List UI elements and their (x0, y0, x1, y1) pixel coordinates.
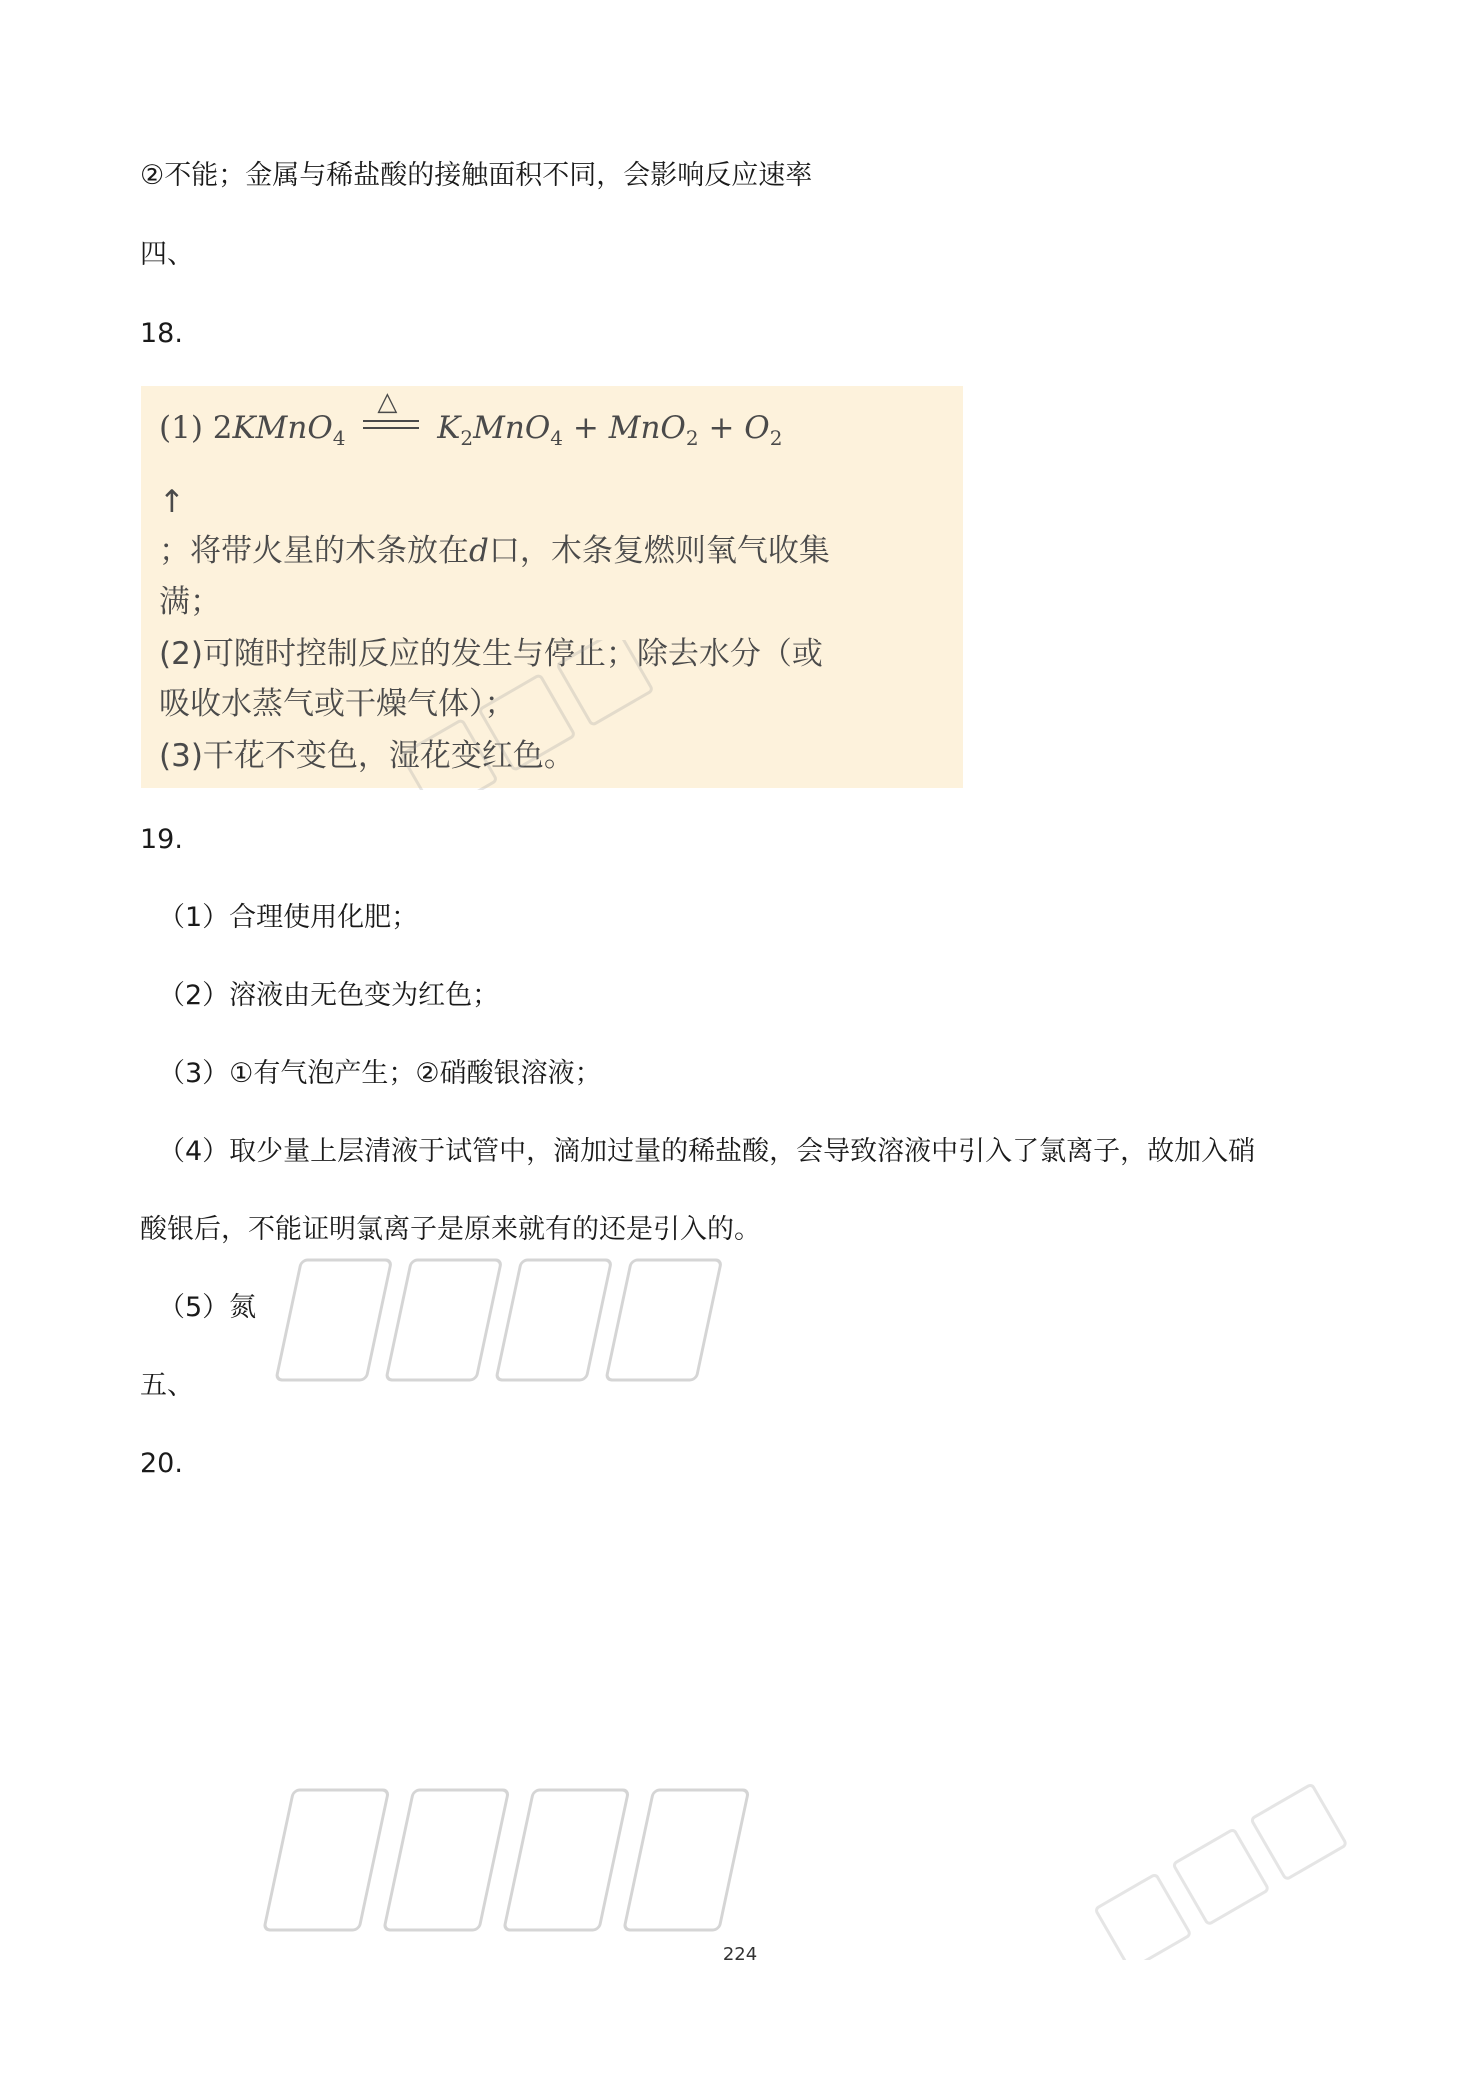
section-heading: 四、 (140, 239, 194, 270)
watermark-logo (370, 640, 710, 790)
text-line: 酸银后，不能证明氯离子是原来就有的还是引入的。 (140, 1214, 761, 1245)
question-number: 19. (140, 824, 183, 855)
text-line: （5）氮 (158, 1292, 257, 1323)
text-line: （4）取少量上层清液于试管中，滴加过量的稀盐酸，会导致溶液中引入了氯离子，故加入硝 (158, 1136, 1256, 1167)
gas-arrow: ↑ (159, 484, 185, 520)
answer-line: ；将带火星的木条放在d口，木条复燃则氧气收集 (159, 533, 830, 569)
heating-equals-sign: △ (363, 410, 419, 440)
answer-line: (2)可随时控制反应的发生与停止；除去水分（或 (159, 636, 823, 672)
watermark-logo (1070, 1760, 1410, 1960)
page-number: 224 (722, 1944, 758, 1965)
text-line: ②不能；金属与稀盐酸的接触面积不同，会影响反应速率 (140, 160, 813, 191)
question-number: 18. (140, 318, 183, 349)
answer-line: 满； (159, 584, 221, 620)
chemical-equation: (1) 2KMnO$_4$ △ $K_2MnO_4 + MnO_2 + O_2$ (159, 387, 783, 450)
text-line: （1）合理使用化肥； (158, 902, 419, 933)
answer-line: 吸收水蒸气或干燥气体）； (159, 686, 516, 722)
question-number: 20. (140, 1448, 183, 1479)
text-line: （2）溶液由无色变为红色； (158, 980, 500, 1011)
text-line: （3）①有气泡产生；②硝酸银溶液； (158, 1058, 602, 1089)
section-heading: 五、 (140, 1370, 194, 1401)
watermark-logo (270, 1220, 790, 1420)
watermark-logo (260, 1760, 800, 1960)
answer-line: (3)干花不变色，湿花变红色。 (159, 738, 575, 774)
